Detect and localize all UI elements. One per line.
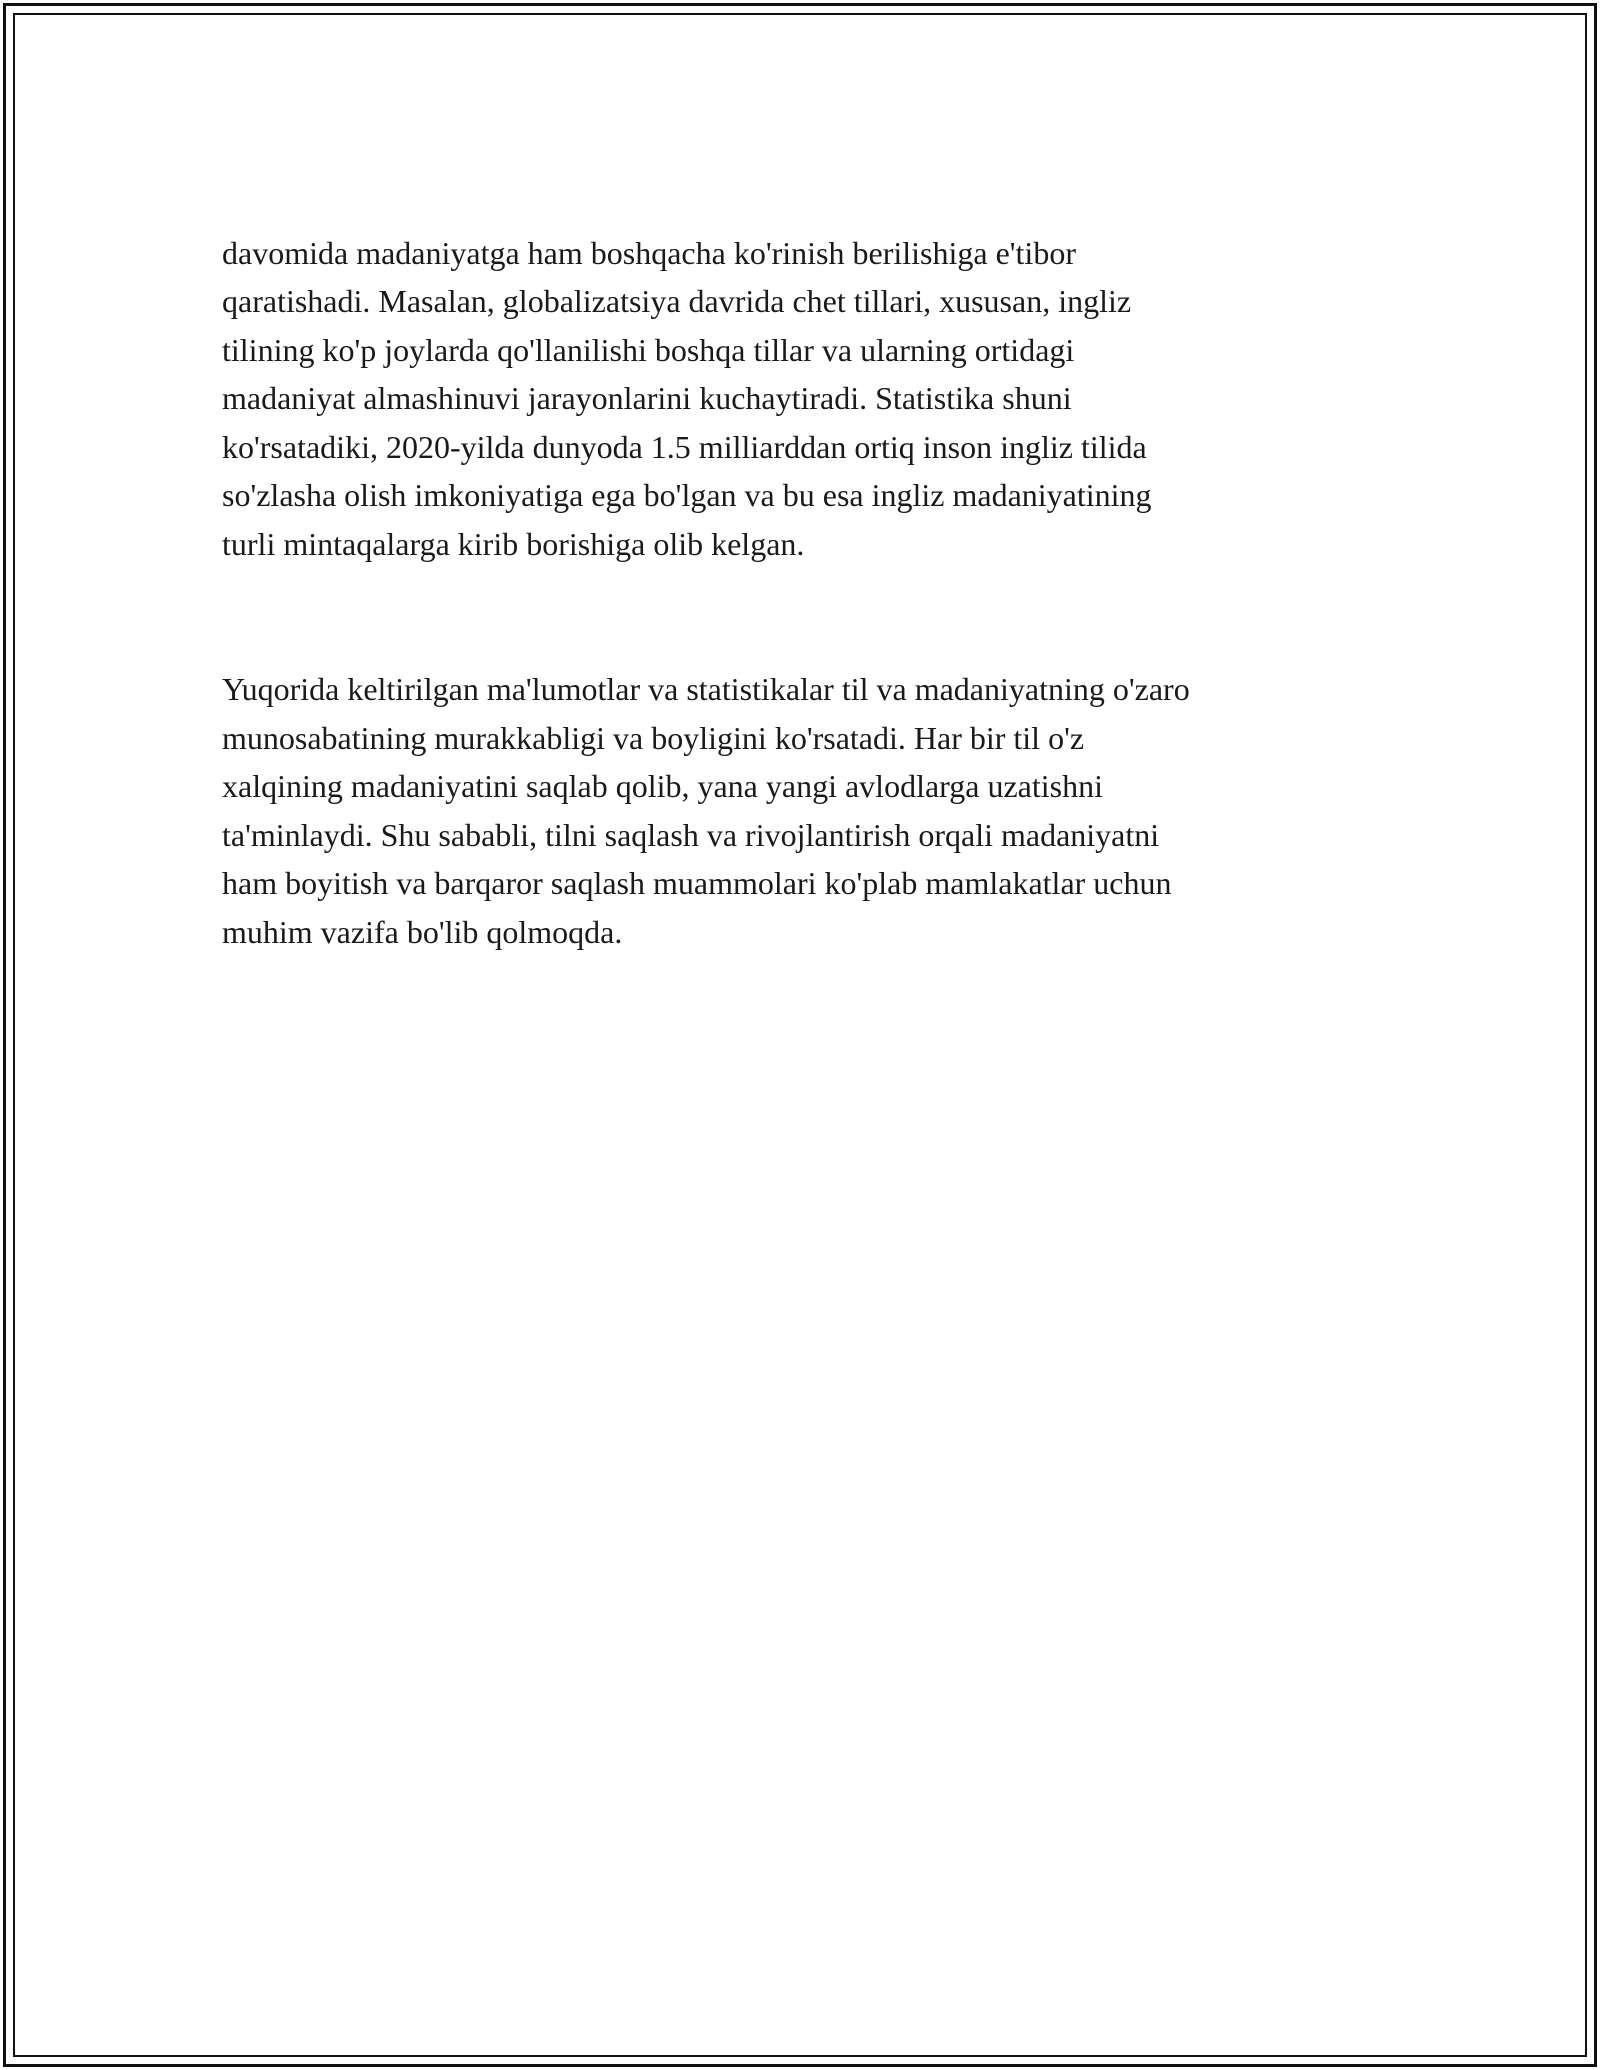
document-body <box>222 180 1382 1053</box>
paragraph-2: Yuqorida keltirilgan ma'lumotlar va statistikalar til va madaniyatning o'zaro munosabatining murakkabligi va boyligini ko'rsatadi. Har bir til o'z xalqining madaniyatini saqlab qolib, yana yangi avlodlarga uzatishni ta'minlaydi. Shu sababli, tilni saqlash va rivojlantirish orqali madaniyatni ham boyitish va barqaror saqlash muammolari ko'plab mamlakatlar uchun muhim vazifa bo'lib qolmoqda. <box>222 671 1190 950</box>
paragraph-1: davomida madaniyatga ham boshqacha ko'rinish berilishiga e'tibor qaratishadi. Masalan, globalizatsiya davrida chet tillari, xususan, ingliz tilining ko'p joylarda qo'llanilishi boshqa tillar va ularning ortidagi madaniyat almashinuvi jarayonlarini kuchaytiradi. Statistika shuni ko'rsatadiki, 2020-yilda dunyoda 1.5 milliarddan ortiq inson ingliz tilida so'zlasha olish imkoniyatiga ega bo'lgan va bu esa ingliz madaniyatining turli mintaqalarga kirib borishiga olib kelgan. <box>222 234 1152 562</box>
